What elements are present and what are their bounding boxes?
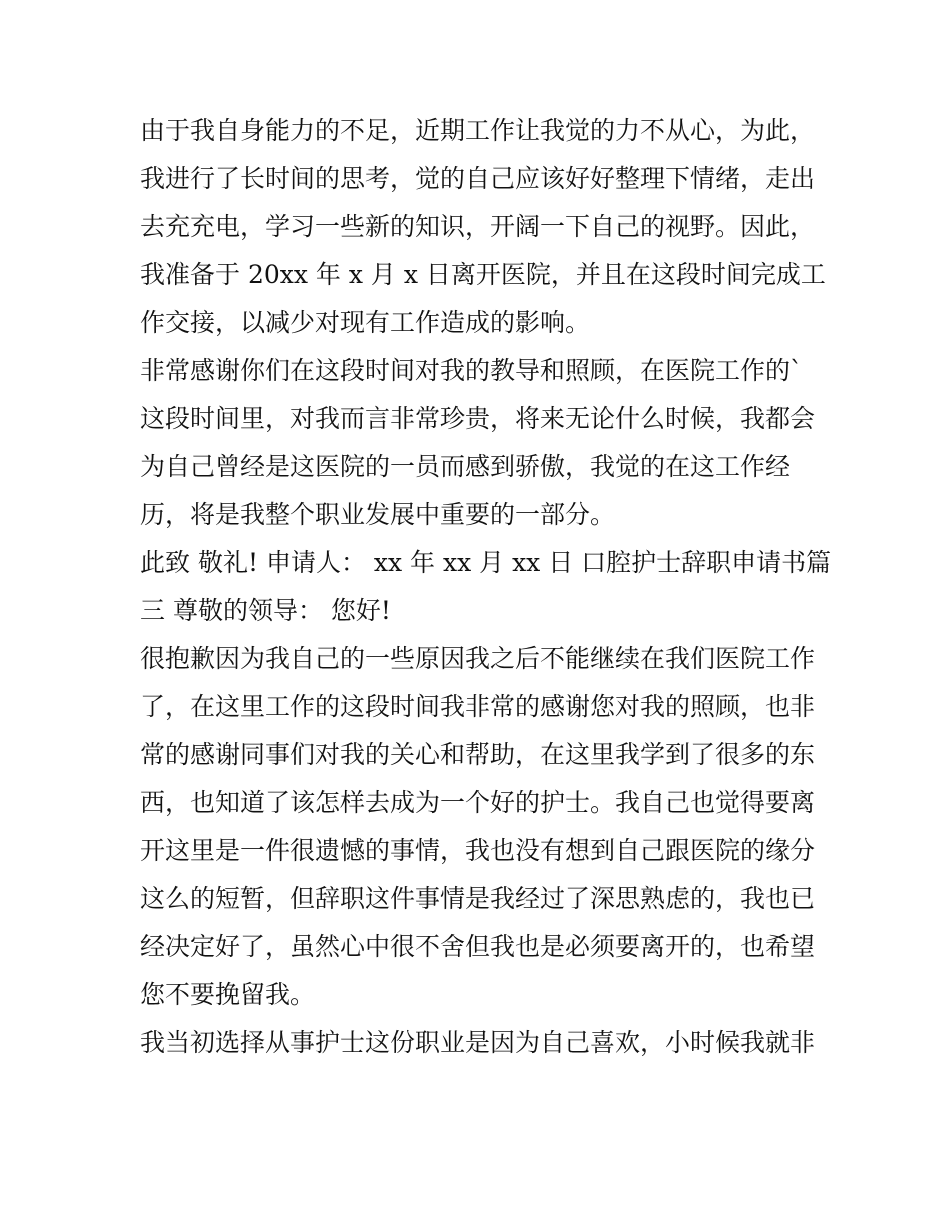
text-line: 经决定好了，虽然心中很不舍但我也是必须要离开的，也希望 <box>140 932 816 961</box>
text-line: 开这里是一件很遗憾的事情，我也没有想到自己跟医院的缘分 <box>140 836 816 865</box>
paragraph-closing-and-heading <box>140 539 830 635</box>
text-line: 非常感谢你们在这段时间对我的教导和照顾，在医院工作的` <box>140 356 803 385</box>
text-line: 这段时间里，对我而言非常珍贵，将来无论什么时候，我都会 <box>140 404 816 433</box>
text-line: 很抱歉因为我自己的一些原因我之后不能继续在我们医院工作 <box>140 644 816 673</box>
paragraph-apology <box>140 635 830 1019</box>
text-line: 这么的短暂，但辞职这件事情是我经过了深思熟虑的，我也已 <box>140 884 816 913</box>
document-body <box>140 107 830 1067</box>
text-line: 由于我自身能力的不足，近期工作让我觉的力不从心，为此， <box>140 116 816 145</box>
text-line: 此致 敬礼! 申请人： xx 年 xx 月 xx 日 口腔护士辞职申请书篇 <box>140 548 832 577</box>
text-line: 三 尊敬的领导： 您好! <box>140 596 391 625</box>
text-line: 作交接，以减少对现有工作造成的影响。 <box>140 308 591 337</box>
paragraph-career-choice <box>140 1019 830 1067</box>
text-line: 历，将是我整个职业发展中重要的一部分。 <box>140 500 616 529</box>
text-line: 我当初选择从事护士这份职业是因为自己喜欢，小时候我就非 <box>140 1028 816 1057</box>
text-line: 为自己曾经是这医院的一员而感到骄傲，我觉的在这工作经 <box>140 452 791 481</box>
paragraph-resignation-reason <box>140 107 830 347</box>
text-line: 了，在这里工作的这段时间我非常的感谢您对我的照顾，也非 <box>140 692 816 721</box>
text-line: 西，也知道了该怎样去成为一个好的护士。我自己也觉得要离 <box>140 788 816 817</box>
text-line: 去充充电，学习一些新的知识，开阔一下自己的视野。因此， <box>140 212 816 241</box>
text-line: 常的感谢同事们对我的关心和帮助，在这里我学到了很多的东 <box>140 740 816 769</box>
paragraph-gratitude <box>140 347 830 539</box>
text-line: 您不要挽留我。 <box>140 980 316 1009</box>
text-line: 我准备于 20xx 年 x 月 x 日离开医院，并且在这段时间完成工 <box>140 260 826 289</box>
text-line: 我进行了长时间的思考，觉的自己应该好好整理下情绪，走出 <box>140 164 816 193</box>
